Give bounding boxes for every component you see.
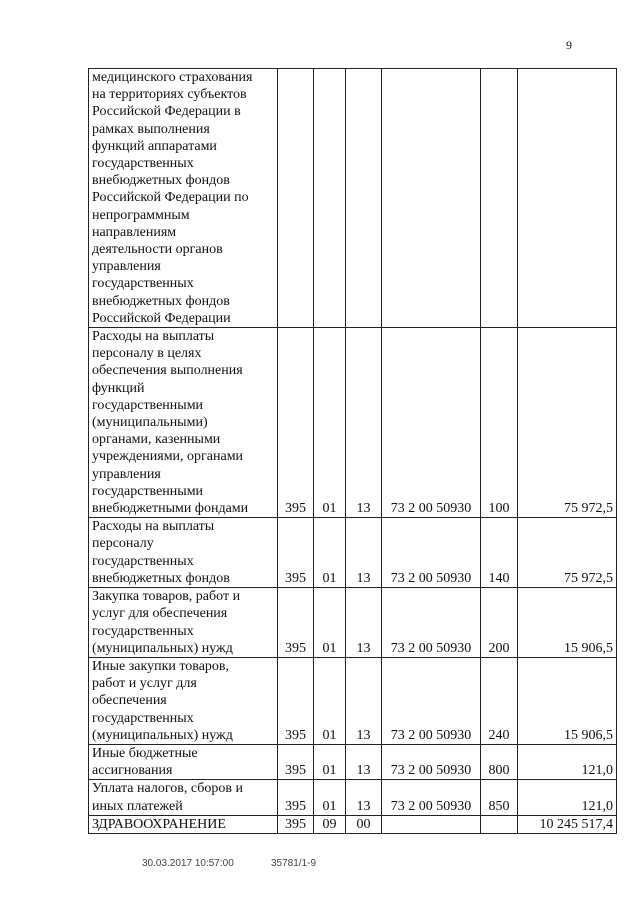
cell-target-article (382, 69, 481, 328)
item-name-line: управления (92, 259, 161, 275)
cell-amount: 10 245 517,4 (518, 815, 617, 833)
item-name-line: иных платежей (92, 798, 183, 814)
item-name-line: направлениям (92, 224, 177, 240)
item-name-line: учреждениями, органами (92, 449, 244, 465)
cell-razdel (314, 69, 346, 328)
item-name-line: Уплата налогов, сборов и (92, 781, 243, 797)
item-name-line: рамках выполнения (92, 121, 210, 137)
cell-razdel: 01 (314, 657, 346, 744)
cell-razdel: 09 (314, 815, 346, 833)
cell-amount: 15 906,5 (518, 588, 617, 658)
item-name-line: деятельности органов (92, 242, 223, 258)
item-name-line: Расходы на выплаты (92, 329, 215, 345)
table-row (89, 815, 617, 833)
cell-podrazdel: 13 (346, 328, 382, 518)
cell-podrazdel: 13 (346, 744, 382, 779)
item-name-line: обеспечения (92, 693, 167, 709)
item-name-line: Российской Федерации в (92, 104, 241, 120)
item-name-line: государственных (92, 623, 194, 639)
cell-item-name (89, 780, 278, 815)
cell-target-article: 73 2 00 50930 (382, 657, 481, 744)
item-name-line: управления (92, 466, 161, 482)
table-row (89, 657, 617, 744)
table-row (89, 328, 617, 518)
table-row (89, 744, 617, 779)
item-name-line: персоналу (92, 536, 154, 552)
item-name-line: медицинского страхования (92, 70, 253, 85)
item-name-line: непрограммным (92, 207, 190, 223)
item-name-line: функций (92, 380, 145, 396)
cell-podrazdel: 13 (346, 657, 382, 744)
cell-target-article: 73 2 00 50930 (382, 518, 481, 588)
item-name-line: Расходы на выплаты (92, 519, 215, 535)
item-name-line: государственных (92, 553, 194, 569)
item-name-line: государственных (92, 156, 194, 172)
cell-amount: 121,0 (518, 744, 617, 779)
item-name-line: (муниципальных) нужд (92, 640, 233, 656)
cell-expense-type: 240 (481, 657, 518, 744)
cell-razdel: 01 (314, 780, 346, 815)
cell-grbs: 395 (278, 588, 314, 658)
cell-amount (518, 69, 617, 328)
item-name-line: внебюджетных фондов (92, 173, 230, 189)
item-name-line: государственных (92, 276, 194, 292)
cell-target-article: 73 2 00 50930 (382, 780, 481, 815)
item-name-line: Закупка товаров, работ и (92, 589, 241, 605)
cell-target-article: 73 2 00 50930 (382, 744, 481, 779)
cell-razdel: 01 (314, 328, 346, 518)
item-name-line: органами, казенными (92, 432, 221, 448)
cell-item-name (89, 657, 278, 744)
table-row (89, 518, 617, 588)
item-name-line: государственных (92, 710, 194, 726)
cell-podrazdel: 13 (346, 518, 382, 588)
cell-expense-type (481, 69, 518, 328)
item-name-line: внебюджетных фондов (92, 570, 230, 586)
cell-grbs: 395 (278, 815, 314, 833)
cell-razdel: 01 (314, 744, 346, 779)
footer-datetime: 30.03.2017 10:57:00 (142, 858, 234, 869)
page-number: 9 (566, 38, 572, 52)
cell-expense-type: 100 (481, 328, 518, 518)
table-row (89, 69, 617, 328)
cell-item-name (89, 815, 278, 833)
item-name-line: персоналу в целях (92, 346, 202, 362)
cell-podrazdel (346, 69, 382, 328)
cell-target-article: 73 2 00 50930 (382, 328, 481, 518)
item-name-line: функций аппаратами (92, 138, 217, 154)
footer-doc-code: 35781/1-9 (271, 858, 317, 869)
cell-grbs (278, 69, 314, 328)
item-name-line: Иные бюджетные (92, 745, 198, 761)
table-row (89, 780, 617, 815)
cell-podrazdel: 13 (346, 588, 382, 658)
cell-item-name (89, 518, 278, 588)
cell-razdel: 01 (314, 518, 346, 588)
item-name-line: Российской Федерации по (92, 190, 249, 206)
cell-item-name (89, 328, 278, 518)
item-name-line: внебюджетными фондами (92, 501, 249, 517)
cell-amount: 15 906,5 (518, 657, 617, 744)
cell-item-name (89, 588, 278, 658)
cell-grbs: 395 (278, 328, 314, 518)
budget-table-body (89, 69, 617, 834)
cell-grbs: 395 (278, 744, 314, 779)
cell-target-article (382, 815, 481, 833)
item-name-line: государственными (92, 483, 204, 499)
item-name-line: Российской Федерации (92, 310, 231, 326)
table-row (89, 588, 617, 658)
cell-expense-type: 140 (481, 518, 518, 588)
cell-expense-type (481, 815, 518, 833)
cell-expense-type: 850 (481, 780, 518, 815)
item-name-line: ассигнования (92, 763, 173, 779)
cell-grbs: 395 (278, 518, 314, 588)
cell-podrazdel: 00 (346, 815, 382, 833)
cell-razdel: 01 (314, 588, 346, 658)
cell-target-article: 73 2 00 50930 (382, 588, 481, 658)
item-name-line: на территориях субъектов (92, 87, 247, 103)
cell-item-name (89, 744, 278, 779)
budget-table (88, 68, 617, 834)
cell-podrazdel: 13 (346, 780, 382, 815)
cell-grbs: 395 (278, 657, 314, 744)
item-name-line: Иные закупки товаров, (92, 658, 230, 674)
cell-grbs: 395 (278, 780, 314, 815)
item-name-line: внебюджетных фондов (92, 293, 230, 309)
cell-amount: 121,0 (518, 780, 617, 815)
item-name-line: (муниципальными) (92, 415, 208, 431)
cell-expense-type: 200 (481, 588, 518, 658)
item-name-line: (муниципальных) нужд (92, 727, 233, 743)
item-name-line: государственными (92, 397, 204, 413)
item-name-line: работ и услуг для (92, 676, 197, 692)
cell-amount: 75 972,5 (518, 328, 617, 518)
cell-item-name (89, 69, 278, 328)
item-name-line: обеспечения выполнения (92, 363, 243, 379)
cell-amount: 75 972,5 (518, 518, 617, 588)
item-name-line: ЗДРАВООХРАНЕНИЕ (92, 816, 226, 832)
item-name-line: услуг для обеспечения (92, 606, 228, 622)
cell-expense-type: 800 (481, 744, 518, 779)
